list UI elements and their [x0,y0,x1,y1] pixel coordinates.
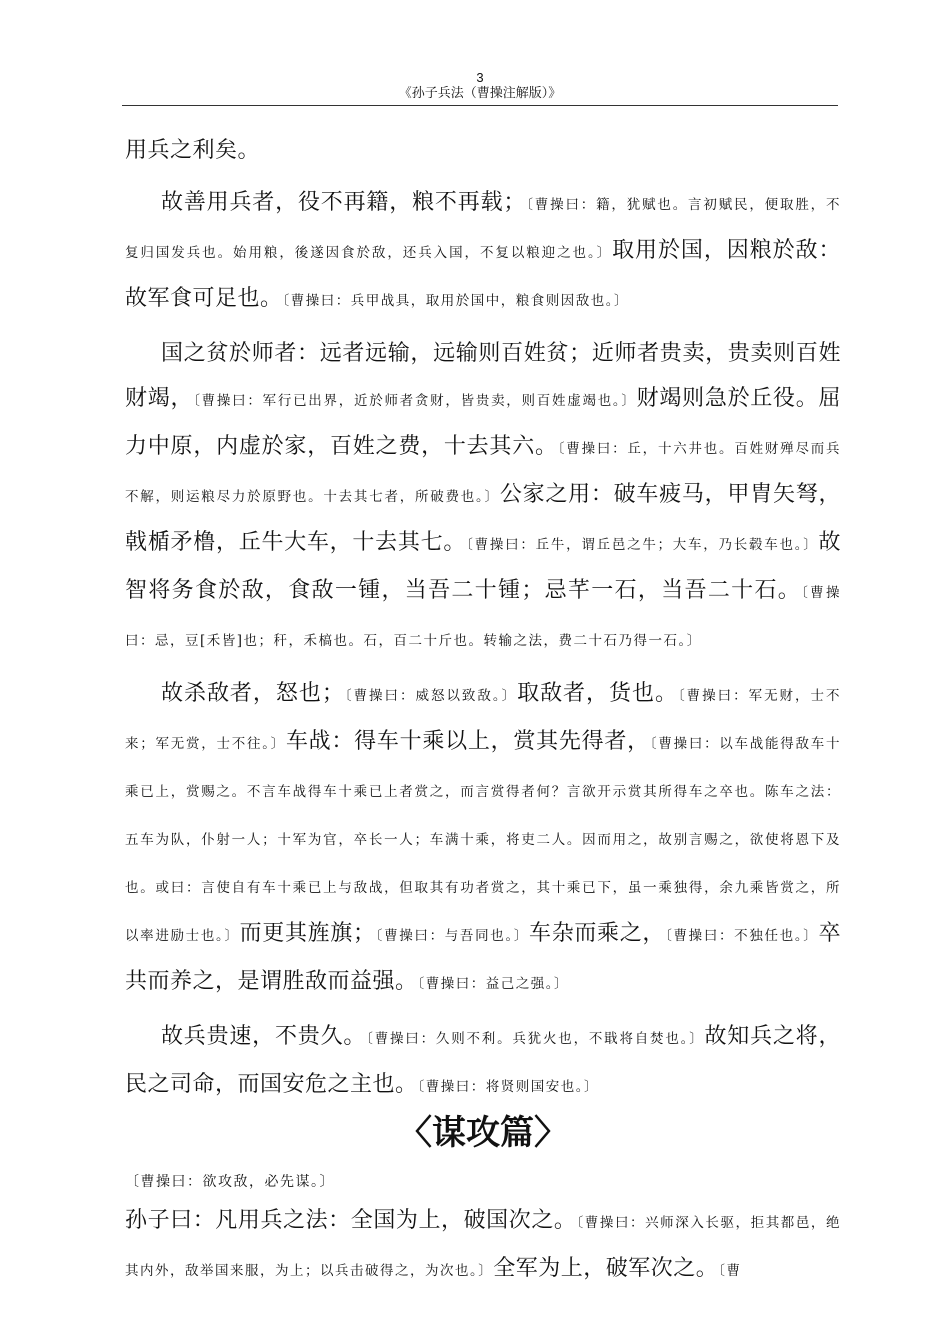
main-text-run: 孙子曰：凡用兵之法：全国为上，破国次之。 [125,1208,577,1233]
annotation-note: 〔曹操曰：久则不利。兵犹火也，不戢将自焚也。〕 [366,1031,705,1047]
annotation-note: 〔曹操曰：将贤则国安也。〕 [417,1079,600,1095]
main-text-run: 车杂而乘之， [529,921,666,946]
paragraph-4 [125,671,841,1007]
annotation-note: 〔曹操曰：军行已出界，近於师者贪财，皆贵卖，则百姓虚竭也。〕 [193,393,637,409]
annotation-note: 〔曹操曰：兴师深入长驱，拒其都邑，绝其内外，敌举国来服，为上；以兵击破得之，为次也。〕 [125,1215,841,1279]
main-text-run: 全军为上，破军次之。 [493,1256,719,1281]
main-text-run: 故知兵之将，民之司命，而国安危之主也。 [125,1024,841,1097]
chapter-title: 〈谋攻篇〉 [398,1113,568,1153]
main-text-run: 故善用兵者，役不再籍，粮不再载； [161,190,526,215]
annotation-note: 〔曹操曰：丘，十六井也。百姓财殚尽而兵不解，则运粮尽力於原野也。十去其七者，所破费也。〕 [125,441,841,505]
main-text-run: 用兵之利矣。 [125,138,261,163]
annotation-note: 〔曹操曰：益己之强。〕 [417,976,570,992]
running-title: 《孙子兵法（曹操注解版）》 [398,86,562,101]
page-header [122,70,838,102]
annotation-note: 〔曹操曰：不独任也。〕 [665,928,819,944]
annotation-note: 〔曹操曰：以车战能得敌车十乘已上，赏赐之。不言车战得车十乘已上者赏之，而言赏得者何？言欲开示赏其所得车之卒也。陈车之法：五车为队，仆射一人；十军为官，卒长一人；车满十乘，将吏二人。因而用之，故别言赐之，欲使将恩下及也。或曰：言使自有车十乘已上与敌战，但取其有功者赏之，其十乘已下，虽一乘独得，余九乘皆赏之，所以率进励士也。〕 [125,736,842,944]
paragraph-5 [125,1014,841,1110]
main-text-run: 国之贫於师者：远者远输，远输则百姓贫；近师者贵卖，贵卖则百姓财竭， [125,341,841,411]
annotation-note: 〔曹操曰：军无财，士不来；军无赏，士不往。〕 [125,688,841,752]
chapter-intro-note: 〔曹操曰：欲攻敌，必先谋。〕 [125,1174,335,1190]
main-text-run: 故兵贵速，不贵久。 [161,1024,367,1049]
main-text-run: 而更其旌旗； [239,921,376,946]
main-text-run: 故杀敌者，怒也； [161,681,345,706]
main-text-run: 故智将务食於敌，食敌一锺，当吾二十锺；忌芊一石，当吾二十石。 [125,530,841,603]
main-text-run: 车战：得车十乘以上，赏其先得者， [285,729,650,754]
main-text-run: 取用於国，因粮於敌：故军食可足也。 [125,238,841,311]
annotation-note: 〔曹操曰：兵甲战具，取用於国中，粮食则因敌也。〕 [282,293,630,309]
main-text-run: 取敌者，货也。 [517,681,678,706]
page-number: 3 [476,70,484,85]
paragraph-2 [125,180,841,324]
annotation-note: 〔曹操曰：丘牛，谓丘邑之牛；大车，乃长毂车也。〕 [466,537,819,553]
chapter-paragraph-1 [125,1198,841,1294]
main-text [125,128,841,1294]
main-text-run: 财竭则急於丘役。屈力中原，内虚於家，百姓之费，十去其六。 [125,386,841,459]
annotation-note: 〔曹操曰：忌，豆[禾皆]也；秆，禾槁也。石，百二十斤也。转输之法，费二十石乃得一石。〕 [125,585,841,649]
annotation-note: 〔曹 [718,1263,742,1279]
main-text-run: 公家之用：破车疲马，甲胄矢弩，戟楯矛橹，丘牛大车，十去其七。 [125,482,841,555]
header-rule [122,105,838,106]
main-text-run: 卒共而养之，是谓胜敌而益强。 [125,921,841,994]
annotation-note: 〔曹操曰：与吾同也。〕 [375,928,530,944]
annotation-note: 〔曹操曰：威怒以致敌。〕 [344,688,518,704]
annotation-note: 〔曹操曰：籍，犹赋也。言初赋民，便取胜，不复归国发兵也。始用粮，後遂因食於敌，还兵入国，不复以粮迎之也。〕 [125,197,841,261]
paragraph-1 [125,128,841,173]
paragraph-3 [125,331,841,664]
